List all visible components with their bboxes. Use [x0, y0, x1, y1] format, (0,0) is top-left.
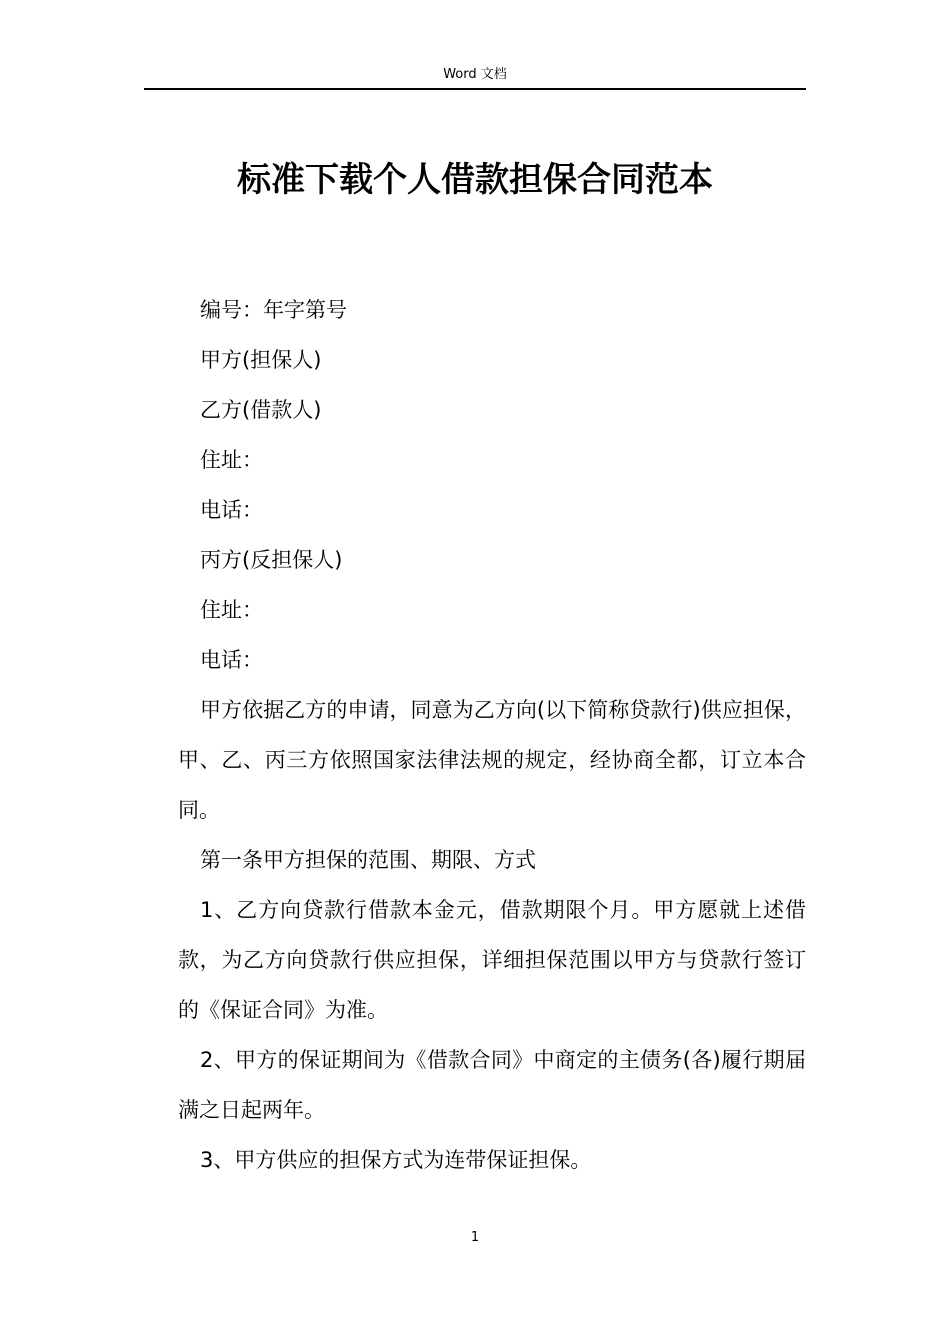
party-c-line: 丙方(反担保人)	[200, 548, 343, 572]
party-b-address-line: 住址：	[200, 448, 263, 472]
page-number: 1	[470, 1230, 480, 1245]
document-body	[178, 285, 806, 1185]
party-b-phone-line: 电话：	[200, 498, 263, 522]
clause-3-paragraph: 3、甲方供应的担保方式为连带保证担保。	[200, 1148, 592, 1172]
clause-1-paragraph: 1、乙方向贷款行借款本金元，借款期限个月。甲方愿就上述借款，为乙方向贷款行供应担保，详细担保范围以甲方与贷款行签订的《保证合同》为准。	[178, 898, 806, 1022]
page-header	[144, 62, 806, 90]
preamble-paragraph: 甲方依据乙方的申请，同意为乙方向(以下简称贷款行)供应担保，甲、乙、丙三方依照国家法律法规的规定，经协商全都，订立本合同。	[178, 698, 806, 822]
party-c-address-line: 住址：	[200, 598, 263, 622]
article-one-heading: 第一条甲方担保的范围、期限、方式	[200, 848, 536, 872]
party-b-line: 乙方(借款人)	[200, 398, 322, 422]
party-c-phone-line: 电话：	[200, 648, 263, 672]
document-title: 标准下载个人借款担保合同范本	[237, 160, 713, 200]
party-a-line: 甲方(担保人)	[200, 348, 322, 372]
header-text: Word 文档	[443, 67, 507, 82]
clause-2-paragraph: 2、甲方的保证期间为《借款合同》中商定的主债务(各)履行期届满之日起两年。	[178, 1048, 806, 1122]
contract-number-line: 编号：年字第号	[200, 298, 347, 322]
